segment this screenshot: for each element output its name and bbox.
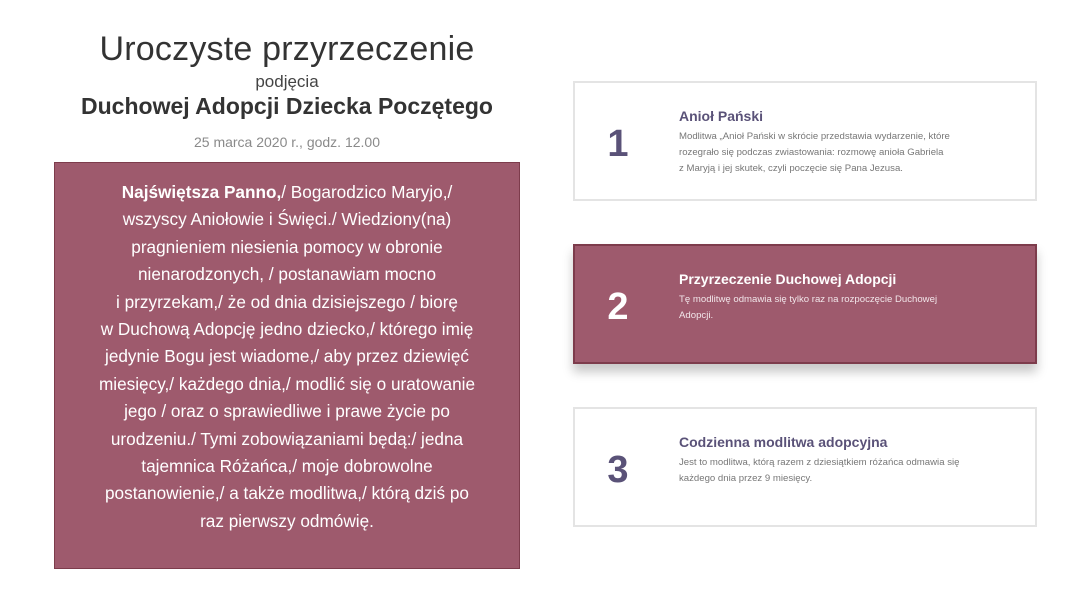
event-date: 25 marca 2020 r., godz. 12.00 [193,134,380,150]
page-title: Uroczyste przyrzeczenie [99,30,475,68]
pledge-lead: Najświętsza Panno, [121,182,282,202]
card-title: Anioł Pański [679,108,764,124]
card-desc-line: Adopcji. [679,310,714,321]
pledge-line: wszyscy Aniołowie i Święci./ Wiedziony(na) [122,209,452,230]
pledge-line: miesięcy,/ każdego dnia,/ modlić się o uratowanie [98,373,476,394]
card-description [679,455,1009,487]
pledge-line: w Duchową Adopcję jedno dziecko,/ którego imię [100,319,474,340]
pledge-line: / Bogarodzico Maryjo,/ [281,182,453,202]
card-description [679,292,1009,324]
card-description [679,129,1009,177]
card-desc-line: z Maryją i jej skutek, czyli poczęcie się Pana Jezusa. [679,163,903,174]
card-desc-line: każdego dnia przez 9 miesięcy. [679,473,813,484]
card-number: 3 [607,449,629,491]
card-title: Przyrzeczenie Duchowej Adopcji [679,271,897,287]
page-subtitle: podjęcia [255,72,319,91]
card-number: 1 [607,123,629,165]
card-desc-line: Jest to modlitwa, którą razem z dziesiątkiem różańca odmawia się [679,457,960,468]
pledge-box [54,162,520,569]
pledge-line: raz pierwszy odmówię. [200,510,374,531]
card-daily-prayer[interactable] [573,407,1037,527]
card-title: Codzienna modlitwa adopcyjna [679,434,888,450]
card-adoption-pledge[interactable] [573,244,1037,364]
pledge-line: i przyrzekam,/ że od dnia dzisiejszego / biorę [116,291,458,312]
pledge-text [71,179,503,535]
pledge-line: jego / oraz o sprawiedliwe i prawe życie po [124,401,450,422]
card-desc-line: Modlitwa „Anioł Pański w skrócie przedstawia wydarzenie, które [679,131,950,142]
card-angelus[interactable] [573,81,1037,201]
pledge-line: nienarodzonych, / postanawiam mocno [137,264,437,285]
card-desc-line: Tę modlitwę odmawia się tylko raz na rozpoczęcie Duchowej [679,294,938,305]
card-desc-line: rozegrało się podczas zwiastowania: rozmowę anioła Gabriela [679,147,944,158]
pledge-line: pragnieniem niesienia pomocy w obronie [131,236,443,257]
page-bold-title: Duchowej Adopcji Dziecka Poczętego [81,93,493,119]
pledge-line: postanowienie,/ a także modlitwa,/ którą dziś po [105,483,469,504]
card-number: 2 [607,286,629,328]
pledge-line: urodzeniu./ Tymi zobowiązaniami będą:/ jedna [110,428,464,449]
pledge-line: jedynie Bogu jest wiadome,/ aby przez dziewięć [105,346,469,367]
pledge-line: tajemnica Różańca,/ moje dobrowolne [141,456,433,477]
